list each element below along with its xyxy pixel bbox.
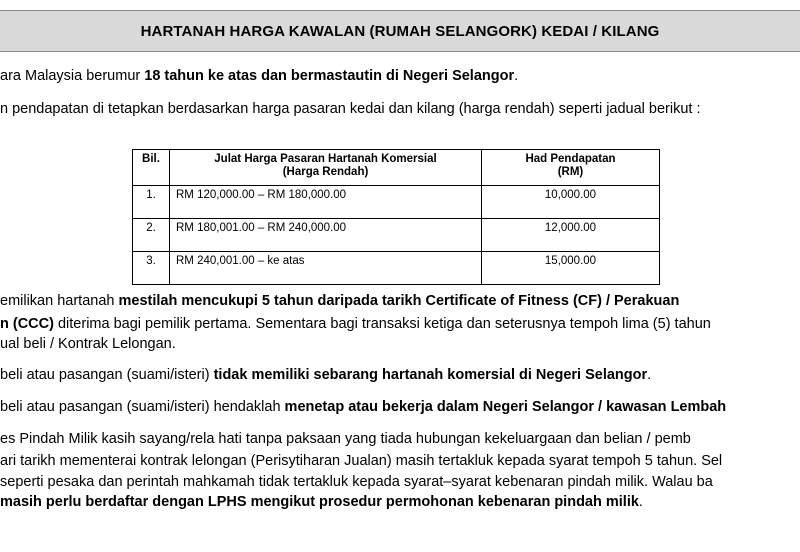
bold-text: tidak memiliki sebarang hartanah komersial di Negeri Selangor — [213, 367, 648, 383]
table-row — [133, 252, 660, 285]
income-limit-table — [132, 149, 660, 285]
cell-julat: RM 240,001.00 – ke atas — [170, 252, 482, 285]
cell-bil: 2. — [133, 219, 170, 252]
bold-text: masih perlu berdaftar dengan LPHS mengikut prosedur permohonan kebenaran pindah milik — [0, 494, 639, 510]
table-row — [133, 219, 660, 252]
header-julat-line1: Julat Harga Pasaran Hartanah Komersial — [214, 153, 437, 165]
header-had-line2: (RM) — [557, 166, 584, 178]
bold-text: menetap atau bekerja dalam Negeri Selangor / kawasan Lembah — [284, 399, 727, 415]
header-julat-line2: (Harga Rendah) — [282, 166, 369, 178]
section-title: HARTANAH HARGA KAWALAN (RUMAH SELANGORK) KEDAI / KILANG — [140, 22, 660, 40]
ownership-period-line-3: ual beli / Kontrak Lelongan. — [0, 336, 176, 352]
cell-had: 10,000.00 — [482, 186, 660, 219]
bold-text: 18 tahun ke atas dan bermastautin di Negeri Selangor — [144, 68, 515, 84]
header-had — [482, 150, 660, 186]
text: . — [514, 68, 519, 84]
cell-julat: RM 120,000.00 – RM 180,000.00 — [170, 186, 482, 219]
bold-text: mestilah mencukupi 5 tahun daripada tarikh Certificate of Fitness (CF) / Perakuan — [118, 293, 680, 309]
text: . — [647, 367, 652, 383]
text: beli atau pasangan (suami/isteri) hendaklah — [0, 399, 285, 415]
ownership-period-line — [0, 293, 679, 310]
bold-text: n (CCC) — [0, 316, 54, 332]
residency-line — [0, 399, 726, 416]
transfer-line-1: es Pindah Milik kasih sayang/rela hati tanpa paksaan yang tiada hubungan kekeluargaan dan belian / pemb — [0, 431, 691, 447]
income-intro-line: n pendapatan di tetapkan berdasarkan harga pasaran kedai dan kilang (harga rendah) seperti jadual berikut : — [0, 101, 701, 117]
text: diterima bagi pemilik pertama. Sementara bagi transaksi ketiga dan seterusnya tempoh lima (5) tahun — [53, 316, 711, 332]
section-header — [0, 10, 800, 52]
transfer-line-3: seperti pesaka dan perintah mahkamah tidak tertakluk kepada syarat–syarat kebenaran pindah milik. Walau ba — [0, 474, 713, 490]
cell-had: 15,000.00 — [482, 252, 660, 285]
text: . — [638, 494, 643, 510]
cell-bil: 3. — [133, 252, 170, 285]
cell-julat: RM 180,001.00 – RM 240,000.00 — [170, 219, 482, 252]
transfer-line-2: ari tarikh mementerai kontrak lelongan (Perisytiharan Jualan) masih tertakluk kepada syarat tempoh 5 tahun. Sel — [0, 453, 723, 469]
table-header-row — [133, 150, 660, 186]
table-row — [133, 186, 660, 219]
no-commercial-property-line — [0, 367, 651, 384]
eligibility-age-line — [0, 68, 518, 85]
text: ara Malaysia berumur — [0, 68, 145, 84]
cell-bil: 1. — [133, 186, 170, 219]
cell-had: 12,000.00 — [482, 219, 660, 252]
text: beli atau pasangan (suami/isteri) — [0, 367, 214, 383]
header-julat — [170, 150, 482, 186]
header-had-line1: Had Pendapatan — [525, 153, 616, 165]
transfer-line-4 — [0, 494, 643, 511]
ownership-period-line-2 — [0, 316, 711, 333]
text: emilikan hartanah — [0, 293, 119, 309]
header-bil: Bil. — [133, 150, 170, 186]
